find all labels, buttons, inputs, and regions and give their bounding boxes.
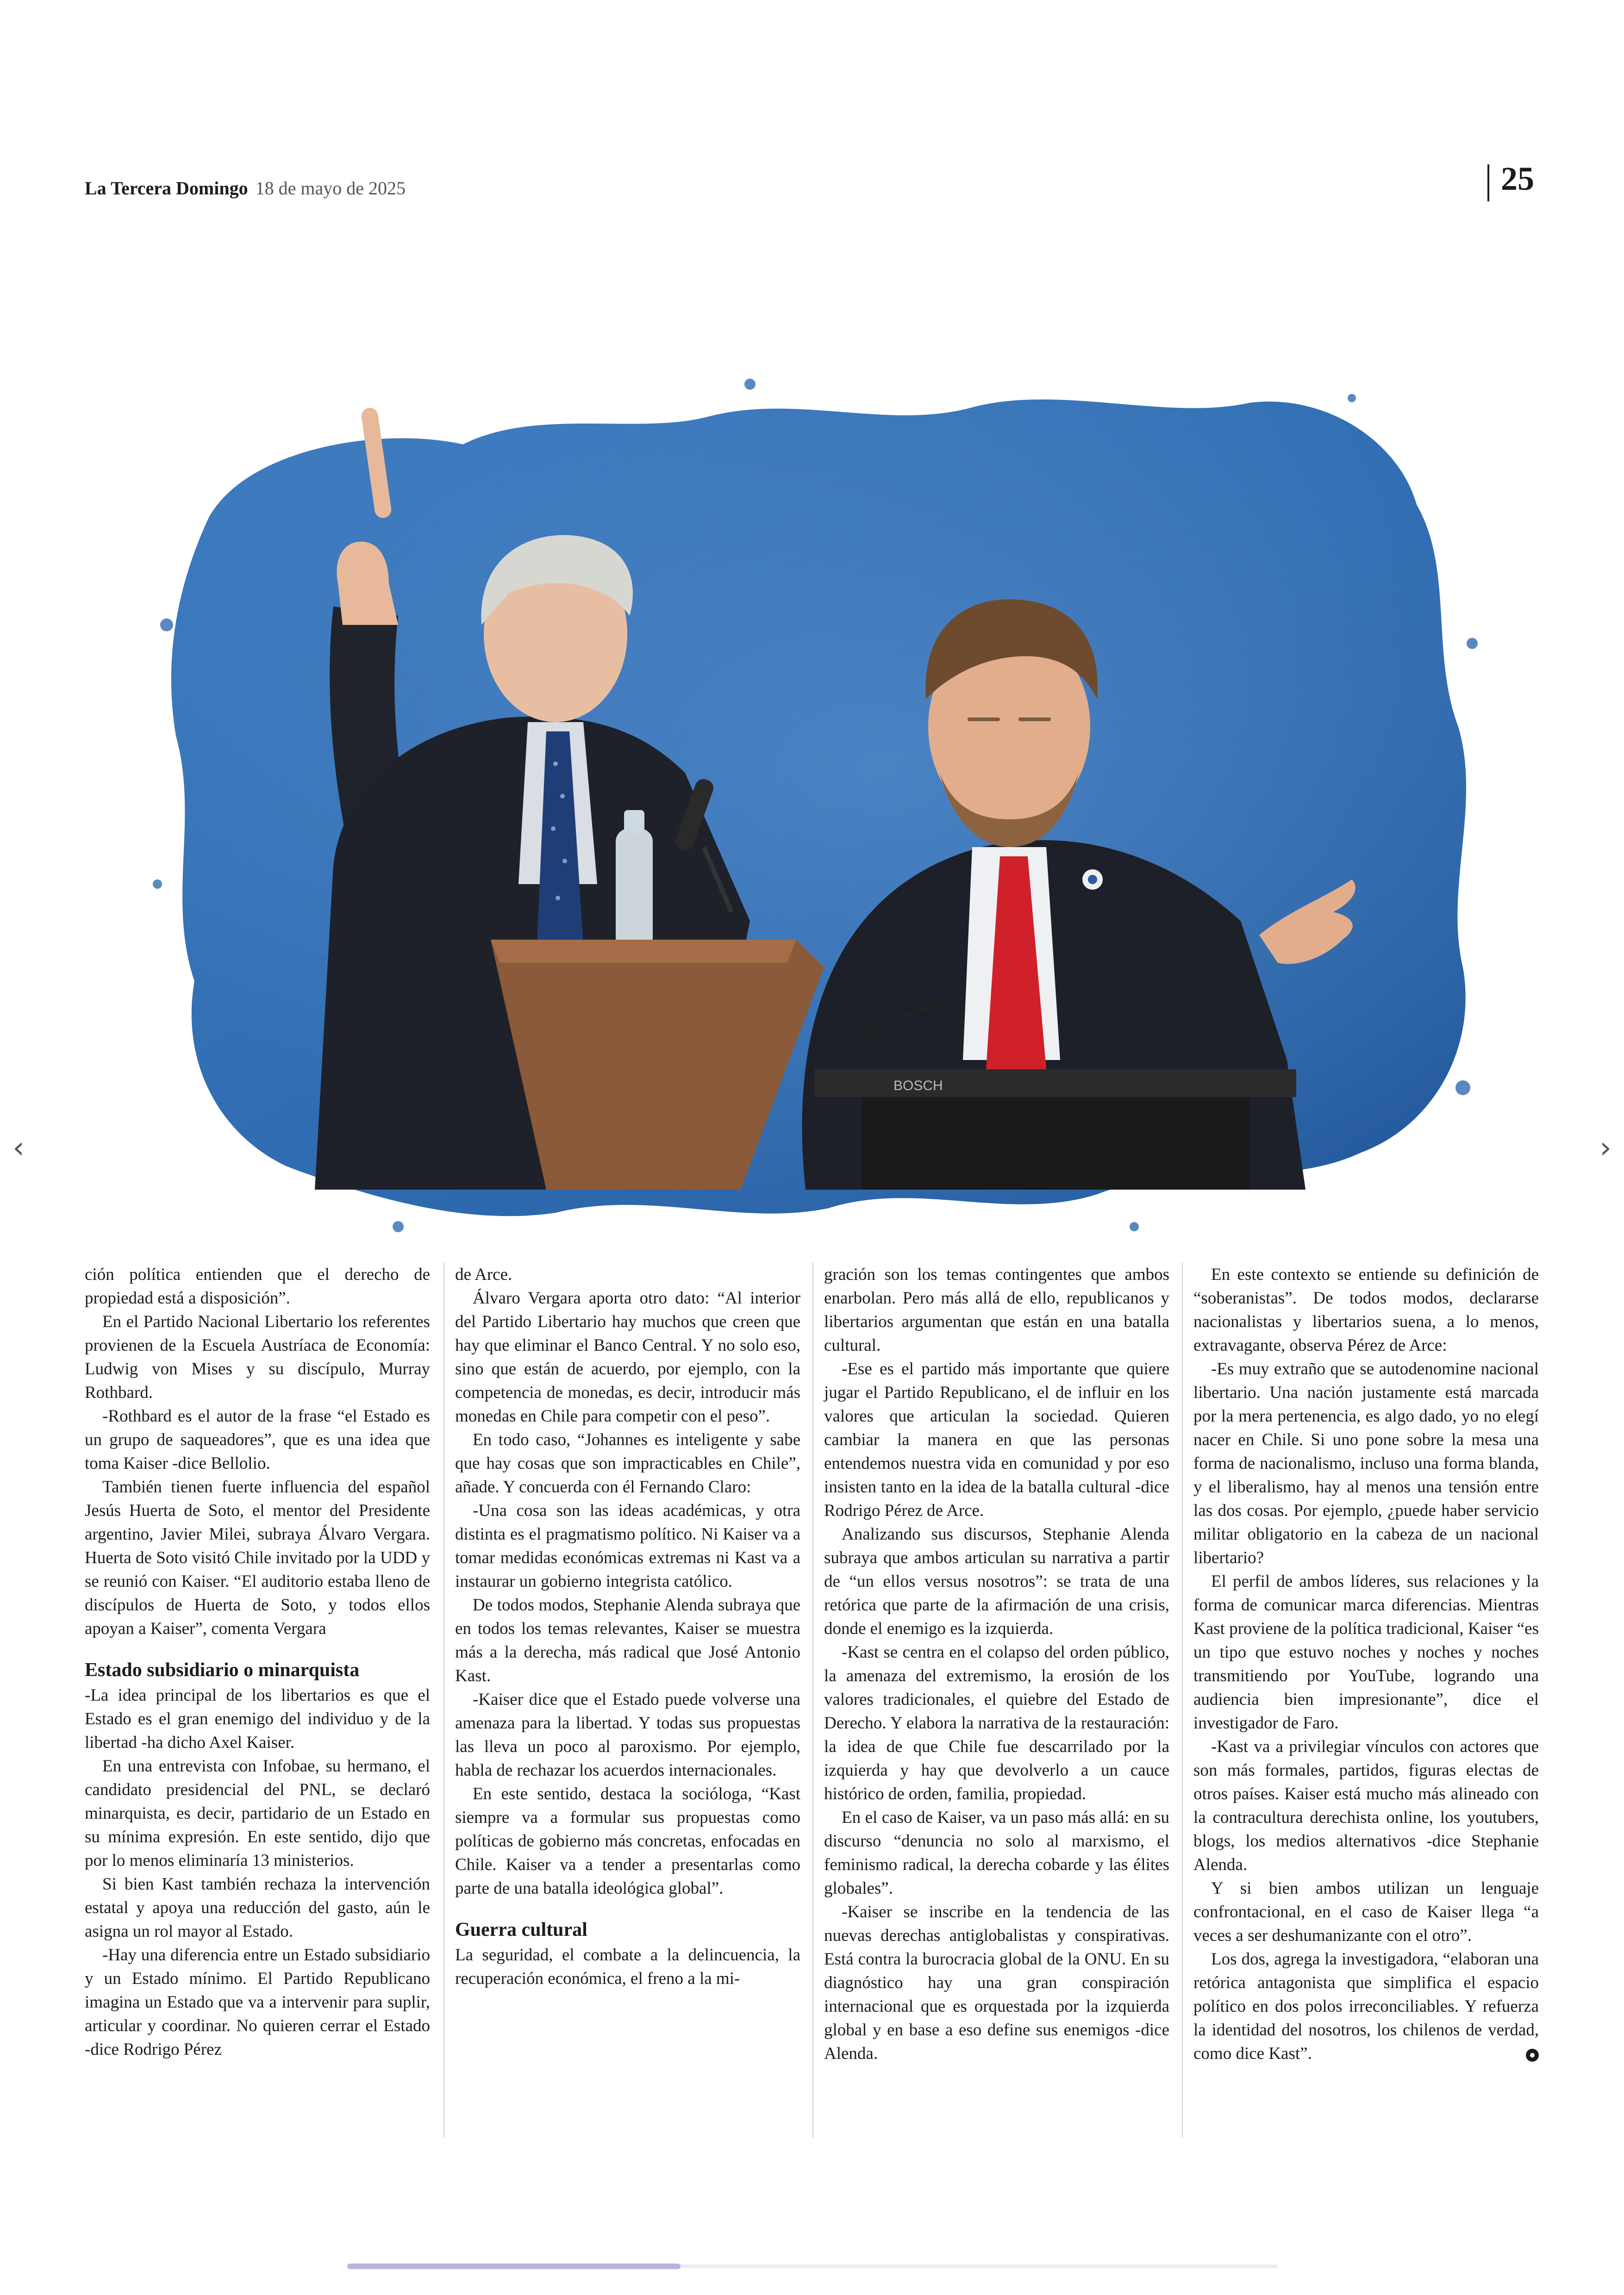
column-divider xyxy=(1182,1263,1183,2138)
paragraph: -Ese es el partido más importante que quiere jugar el Partido Republicano, el de influir en los valores que articulan la sociedad. Quieren cambiar la manera en que las personas entendemos nuestra vida en comunidad y por eso insisten tanto en la idea de la batalla cultural -dice Rodrigo Pérez de Arce. xyxy=(824,1360,1169,1520)
column-divider xyxy=(812,1263,813,2138)
water-bottle xyxy=(616,810,653,958)
paragraph: En este sentido, destaca la socióloga, “Kast siempre va a formular sus propuestas como políticas de gobierno más concretas, enfocadas en Chile. Kaiser va a tender a presentarlas como parte de una batalla ideológica global”. xyxy=(455,1784,800,1898)
page-number-divider xyxy=(1487,164,1489,201)
chevron-right-icon[interactable]: › xyxy=(1599,1131,1612,1165)
paragraph: -Es muy extraño que se autodenomine nacional libertario. Una nación justamente está marcada por la mera pertenencia, es algo dado, yo no elegí nacer en Chile. Si uno pone sobre la mesa una forma de nacionalismo, incluso una forma blanda, y el liberalismo, hay al menos una tensión entre las dos cosas. Por ejemplo, ¿puede haber servicio militar obligatorio en la cabeza de un nacional libertario? xyxy=(1193,1360,1539,1567)
paragraph: En el Partido Nacional Libertario los referentes provienen de la Escuela Austríaca de Economía: Ludwig von Mises y su discípulo, Murray Rothbard. xyxy=(85,1312,430,1402)
paragraph: El perfil de ambos líderes, sus relaciones y la forma de comunicar marca diferencias. Mientras Kast proviene de la política tradicional, Kaiser “es un tipo que estuvo noches y noches y noches transmitiendo por YouTube, logrando una audiencia bien impresionante”, dice el investigador de Faro. xyxy=(1193,1572,1539,1733)
paragraph: De todos modos, Stephanie Alenda subraya que en todos los temas relevantes, Kaiser se muestra más a la derecha, más radical que José Antonio Kast. xyxy=(455,1596,800,1685)
paragraph: En el caso de Kaiser, va un paso más allá: en su discurso “denuncia no solo al marxismo, el feminismo radical, la derecha cobarde y las élites globales”. xyxy=(824,1808,1169,1898)
paragraph: En todo caso, “Johannes es inteligente y sabe que hay cosas que son impracticables en Chile”, añade. Y concuerda con él Fernando Claro: xyxy=(455,1430,800,1497)
column-divider xyxy=(443,1263,444,2138)
paragraph: También tienen fuerte influencia del español Jesús Huerta de Soto, el mentor del Presidente argentino, Javier Milei, subraya Álvaro Vergara. Huerta de Soto visitó Chile invitado por la UDD y se reunió con Kaiser. “El auditorio estaba lleno de discípulos de Huerta de Soto, y todos ellos apoyan a Kaiser”, comenta Vergara xyxy=(85,1478,430,1638)
paragraph: Analizando sus discursos, Stephanie Alenda subraya que ambos articulan su narrativa a partir de “un ellos versus nosotros”: se trata de una retórica que parte de la afirmación de una crisis, donde el enemigo es la izquierda. xyxy=(824,1525,1169,1638)
publication-date: 18 de mayo de 2025 xyxy=(255,178,406,199)
paragraph: En una entrevista con Infobae, su hermano, el candidato presidencial del PNL, se declaró minarquista, es decir, partidario de un Estado en su mínima expresión. En este sentido, dijo que por lo menos eliminaría 13 ministerios. xyxy=(85,1757,430,1870)
chevron-left-icon[interactable]: ‹ xyxy=(12,1131,25,1165)
publication-name: La Tercera Domingo xyxy=(85,178,248,199)
paragraph: Si bien Kast también rechaza la intervención estatal y apoya una reducción del gasto, aún le asigna un rol mayor al Estado. xyxy=(85,1875,430,1941)
article-column-3 xyxy=(824,1263,1169,2065)
subheading: Guerra cultural xyxy=(455,1919,587,1940)
paragraph: -Rothbard es el autor de la frase “el Estado es un grupo de saqueadores”, que es una idea que toma Kaiser -dice Bellolio. xyxy=(85,1407,430,1473)
paragraph: En este contexto se entiende su definición de “soberanistas”. De todos modos, declararse nacionalistas y libertarios suena, a lo menos, extravagante, observa Pérez de Arce: xyxy=(1193,1265,1539,1355)
paragraph: -Hay una diferencia entre un Estado subsidiario y un Estado mínimo. El Partido Republicano imagina un Estado que va a intervenir para suplir, articular y coordinar. No quieren cerrar el Estado -dice Rodrigo Pérez xyxy=(85,1946,430,2059)
article-column-4 xyxy=(1193,1263,1539,2065)
paragraph: -Una cosa son las ideas académicas, y otra distinta es el pragmatismo político. Ni Kaiser va a tomar medidas económicas extremas ni Kast va a instaurar un gobierno integrista católico. xyxy=(455,1501,800,1591)
paragraph: -Kast va a privilegiar vínculos con actores que son más formales, partidos, figuras electas de otros países. Kaiser está mucho más alineado con la contracultura derechista online, los youtubers, blogs, los medios alternativos -dice Stephanie Alenda. xyxy=(1193,1737,1539,1874)
paragraph: Los dos, agrega la investigadora, “elaboran una retórica antagonista que simplifica el espacio político en dos polos irreconciliables. Y refuerza la identidad del nosotros, los chilenos de verdad, como dice Kast”. xyxy=(1193,1950,1539,2063)
paragraph: Álvaro Vergara aporta otro dato: “Al interior del Partido Libertario hay muchos que creen que hay que eliminar el Banco Central. Y no solo eso, sino que están de acuerdo, por ejemplo, con la competencia de monedas, es decir, introducir más monedas en Chile para competir con el peso”. xyxy=(455,1289,800,1426)
subheading: Estado subsidiario o minarquista xyxy=(85,1659,360,1681)
masthead xyxy=(85,177,406,199)
podium-label: BOSCH xyxy=(893,1078,943,1093)
paragraph: Y si bien ambos utilizan un lenguaje confrontacional, en el caso de Kaiser llega “a veces a ser deshumanizante con el otro”. xyxy=(1193,1879,1539,1945)
paragraph: -Kast se centra en el colapso del orden público, la amenaza del extremismo, la erosión de los valores tradicionales, el quiebre del Estado de Derecho. Y elabora la narrativa de la restauración: la idea de que Chile fue descarrilado por la izquierda y hay que devolverlo a un cauce histórico de orden, familia, propiedad. xyxy=(824,1643,1169,1803)
paragraph: -Kaiser dice que el Estado puede volverse una amenaza para la libertad. Y todas sus propuestas las lleva un poco al paroxismo. Por ejemplo, habla de rechazar los acuerdos internacionales. xyxy=(455,1690,800,1780)
paragraph: de Arce. xyxy=(455,1265,512,1284)
page-scrollbar-thumb[interactable] xyxy=(347,2264,681,2269)
article-column-1 xyxy=(85,1263,430,2061)
paragraph: -La idea principal de los libertarios es que el Estado es el gran enemigo del individuo y de la libertad -ha dicho Axel Kaiser. xyxy=(85,1686,430,1752)
article-end-icon xyxy=(1526,2049,1539,2062)
article-column-2 xyxy=(455,1263,800,1990)
paragraph: gración son los temas contingentes que ambos enarbolan. Pero más allá de ello, republicanos y libertarios argumentan que están en una batalla cultural. xyxy=(824,1265,1169,1355)
article-photo xyxy=(139,366,1481,1236)
paragraph: La seguridad, el combate a la delincuencia, la recuperación económica, el freno a la mi- xyxy=(455,1946,800,1988)
paragraph: -Kaiser se inscribe en la tendencia de las nuevas derechas antiglobalistas y conspirativas. Está contra la burocracia global de la ONU. En su diagnóstico hay una gran conspiración internacional que es orquestada por la izquierda global y en base a eso define sus enemigos -dice Alenda. xyxy=(824,1902,1169,2063)
page-number: 25 xyxy=(1501,160,1534,197)
paragraph: ción política entienden que el derecho de propiedad está a disposición”. xyxy=(85,1265,430,1308)
